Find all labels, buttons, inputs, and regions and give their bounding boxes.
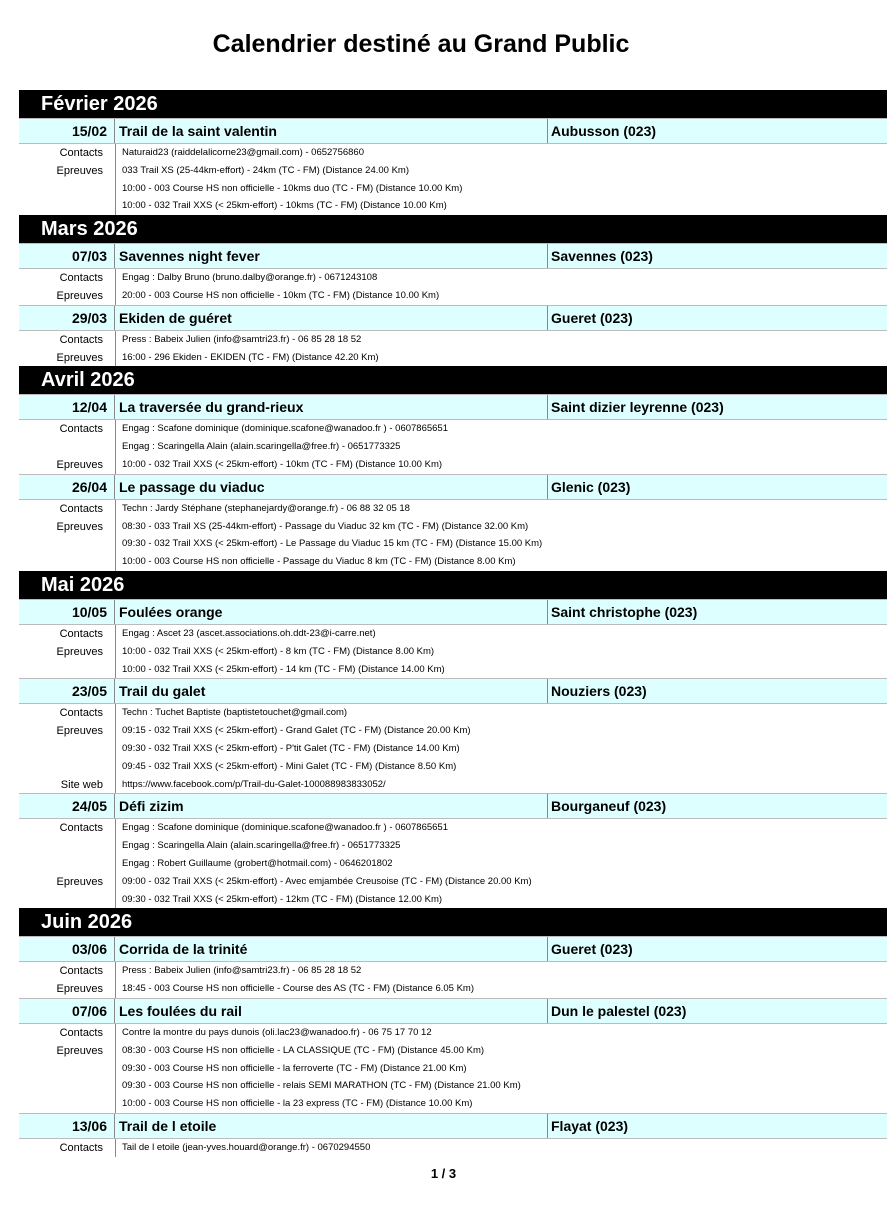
detail-value: 09:30 - 003 Course HS non officielle - la ferroverte (TC - FM) (Distance 21.00 Km) bbox=[115, 1060, 467, 1078]
detail-label: Contacts bbox=[59, 965, 103, 978]
detail-value: Contre la montre du pays dunois (oli.lac23@wanadoo.fr) - 06 75 17 70 12 bbox=[115, 1024, 432, 1042]
detail-value: 09:15 - 032 Trail XXS (< 25km-effort) - Grand Galet (TC - FM) (Distance 20.00 Km) bbox=[115, 722, 471, 740]
detail-value: 10:00 - 032 Trail XXS (< 25km-effort) - 8 km (TC - FM) (Distance 8.00 Km) bbox=[115, 643, 434, 661]
event-place: Saint dizier leyrenne (023) bbox=[551, 399, 724, 416]
month-header: Juin 2026 bbox=[19, 908, 887, 936]
detail-label: Site web bbox=[60, 778, 103, 791]
event-name: Défi zizim bbox=[115, 794, 548, 818]
event-row bbox=[19, 243, 887, 269]
detail-line bbox=[19, 197, 887, 215]
detail-value: 20:00 - 003 Course HS non officielle - 10km (TC - FM) (Distance 10.00 Km) bbox=[115, 287, 439, 305]
detail-line bbox=[19, 456, 887, 474]
detail-label: Contacts bbox=[59, 423, 103, 436]
detail-line bbox=[19, 500, 887, 518]
detail-label: Epreuves bbox=[56, 351, 103, 364]
detail-label bbox=[19, 197, 103, 215]
detail-label: Epreuves bbox=[56, 458, 103, 471]
page-number: 1 / 3 bbox=[430, 1166, 457, 1181]
detail-line bbox=[19, 625, 887, 643]
event-row bbox=[19, 678, 887, 704]
detail-line bbox=[19, 553, 887, 571]
detail-value: Press : Babeix Julien (info@samtri23.fr) - 06 85 28 18 52 bbox=[115, 962, 361, 980]
detail-label bbox=[19, 180, 103, 198]
detail-line bbox=[19, 180, 887, 198]
page-title: Calendrier destiné au Grand Public bbox=[212, 30, 630, 58]
detail-label: Epreuves bbox=[56, 1044, 103, 1057]
detail-line bbox=[19, 837, 887, 855]
detail-line bbox=[19, 704, 887, 722]
detail-line bbox=[19, 420, 887, 438]
detail-line bbox=[19, 855, 887, 873]
detail-value: Engag : Scafone dominique (dominique.scafone@wanadoo.fr ) - 0607865651 bbox=[115, 420, 448, 438]
detail-line bbox=[19, 1139, 887, 1157]
detail-label: Contacts bbox=[59, 822, 103, 835]
event-row bbox=[19, 599, 887, 625]
detail-label: Contacts bbox=[59, 707, 103, 720]
detail-value: Naturaid23 (raiddelalicorne23@gmail.com) - 0652756860 bbox=[115, 144, 364, 162]
detail-value: 10:00 - 003 Course HS non officielle - 10kms duo (TC - FM) (Distance 10.00 Km) bbox=[115, 180, 462, 198]
event-row bbox=[19, 474, 887, 500]
detail-label bbox=[19, 553, 103, 571]
event-place: Aubusson (023) bbox=[551, 123, 657, 139]
detail-value: 09:30 - 003 Course HS non officielle - relais SEMI MARATHON (TC - FM) (Distance 21.00 Km) bbox=[115, 1077, 521, 1095]
detail-value: 09:30 - 032 Trail XXS (< 25km-effort) - 12km (TC - FM) (Distance 12.00 Km) bbox=[115, 891, 442, 909]
detail-label: Epreuves bbox=[56, 725, 103, 738]
month-section bbox=[19, 908, 887, 1156]
detail-value: 09:45 - 032 Trail XXS (< 25km-effort) - Mini Galet (TC - FM) (Distance 8.50 Km) bbox=[115, 758, 456, 776]
detail-label bbox=[19, 1060, 103, 1078]
event-place: Saint christophe (023) bbox=[551, 603, 698, 620]
detail-line bbox=[19, 722, 887, 740]
detail-label: Epreuves bbox=[56, 983, 103, 996]
detail-line bbox=[19, 331, 887, 349]
detail-line bbox=[19, 1077, 887, 1095]
detail-label: Contacts bbox=[59, 333, 103, 346]
event-date: 26/04 bbox=[19, 475, 115, 499]
detail-line bbox=[19, 873, 887, 891]
event-name: Corrida de la trinité bbox=[115, 937, 548, 961]
detail-line bbox=[19, 1060, 887, 1078]
month-header: Mai 2026 bbox=[19, 571, 887, 599]
detail-label: Contacts bbox=[59, 147, 103, 159]
event-place: Glenic (023) bbox=[551, 478, 631, 495]
month-section bbox=[19, 366, 887, 571]
event-date: 29/03 bbox=[19, 306, 115, 330]
detail-line bbox=[19, 758, 887, 776]
detail-label: Epreuves bbox=[56, 164, 103, 177]
detail-value: 18:45 - 003 Course HS non officielle - Course des AS (TC - FM) (Distance 6.05 Km) bbox=[115, 980, 474, 998]
detail-label: Contacts bbox=[59, 502, 103, 515]
event-place: Bourganeuf (023) bbox=[551, 798, 667, 815]
event-name: Savennes night fever bbox=[115, 244, 548, 268]
detail-line bbox=[19, 1024, 887, 1042]
event-date: 24/05 bbox=[19, 794, 115, 818]
detail-value: Engag : Ascet 23 (ascet.associations.oh.ddt-23@i-carre.net) bbox=[115, 625, 376, 643]
detail-label: Contacts bbox=[59, 1141, 103, 1154]
event-row bbox=[19, 305, 887, 331]
event-name: Trail de l etoile bbox=[115, 1114, 548, 1138]
month-header: Mars 2026 bbox=[19, 215, 887, 243]
detail-value: Engag : Scaringella Alain (alain.scaringella@free.fr) - 0651773325 bbox=[115, 837, 400, 855]
detail-line bbox=[19, 162, 887, 180]
month-header: Février 2026 bbox=[19, 90, 887, 118]
detail-label bbox=[19, 438, 103, 456]
detail-value: Engag : Robert Guillaume (grobert@hotmail.com) - 0646201802 bbox=[115, 855, 393, 873]
detail-label bbox=[19, 535, 103, 553]
event-place: Gueret (023) bbox=[551, 309, 633, 326]
event-row bbox=[19, 936, 887, 962]
event-date: 07/03 bbox=[19, 244, 115, 268]
month-section bbox=[19, 571, 887, 908]
event-name: La traversée du grand-rieux bbox=[115, 395, 548, 419]
detail-label: Contacts bbox=[59, 1026, 103, 1039]
detail-label: Epreuves bbox=[56, 875, 103, 888]
event-name: Foulées orange bbox=[115, 600, 548, 624]
detail-value: 10:00 - 032 Trail XXS (< 25km-effort) - 10kms (TC - FM) (Distance 10.00 Km) bbox=[115, 197, 447, 215]
detail-label: Epreuves bbox=[56, 289, 103, 302]
detail-label: Epreuves bbox=[56, 520, 103, 533]
event-date: 10/05 bbox=[19, 600, 115, 624]
event-place: Flayat (023) bbox=[551, 1117, 629, 1134]
detail-line bbox=[19, 1095, 887, 1113]
detail-value: Press : Babeix Julien (info@samtri23.fr) - 06 85 28 18 52 bbox=[115, 331, 361, 349]
detail-value: 08:30 - 003 Course HS non officielle - LA CLASSIQUE (TC - FM) (Distance 45.00 Km) bbox=[115, 1042, 484, 1060]
event-row bbox=[19, 998, 887, 1024]
detail-value: 08:30 - 033 Trail XS (25-44km-effort) - Passage du Viaduc 32 km (TC - FM) (Distance 32.00 Km) bbox=[115, 518, 528, 536]
detail-label: Contacts bbox=[59, 627, 103, 640]
detail-label: Epreuves bbox=[56, 645, 103, 658]
detail-value: 10:00 - 032 Trail XXS (< 25km-effort) - 14 km (TC - FM) (Distance 14.00 Km) bbox=[115, 661, 445, 679]
event-date: 03/06 bbox=[19, 937, 115, 961]
detail-line bbox=[19, 535, 887, 553]
month-header: Avril 2026 bbox=[19, 366, 887, 394]
detail-line bbox=[19, 776, 887, 794]
detail-line bbox=[19, 144, 887, 162]
event-date: 12/04 bbox=[19, 395, 115, 419]
detail-label bbox=[19, 661, 103, 679]
detail-line bbox=[19, 287, 887, 305]
detail-value: 16:00 - 296 Ekiden - EKIDEN (TC - FM) (Distance 42.20 Km) bbox=[115, 349, 379, 367]
event-date: 07/06 bbox=[19, 999, 115, 1023]
detail-value: Engag : Scaringella Alain (alain.scaringella@free.fr) - 0651773325 bbox=[115, 438, 400, 456]
event-name: Trail de la saint valentin bbox=[115, 119, 548, 143]
detail-line bbox=[19, 518, 887, 536]
detail-label bbox=[19, 1077, 103, 1095]
detail-label bbox=[19, 837, 103, 855]
event-name: Le passage du viaduc bbox=[115, 475, 548, 499]
detail-line bbox=[19, 980, 887, 998]
detail-value: 10:00 - 003 Course HS non officielle - la 23 express (TC - FM) (Distance 10.00 Km) bbox=[115, 1095, 472, 1113]
website-link[interactable]: https://www.facebook.com/p/Trail-du-Galet-100088983833052/ bbox=[115, 776, 386, 794]
event-name: Les foulées du rail bbox=[115, 999, 548, 1023]
month-section bbox=[19, 215, 887, 366]
detail-line bbox=[19, 962, 887, 980]
event-date: 23/05 bbox=[19, 679, 115, 703]
detail-label bbox=[19, 891, 103, 909]
detail-value: Engag : Scafone dominique (dominique.scafone@wanadoo.fr ) - 0607865651 bbox=[115, 819, 448, 837]
detail-value: 10:00 - 003 Course HS non officielle - Passage du Viaduc 8 km (TC - FM) (Distance 8.00 Km) bbox=[115, 553, 516, 571]
detail-value: Tail de l etoile (jean-yves.houard@orange.fr) - 0670294550 bbox=[115, 1139, 370, 1157]
month-section bbox=[19, 90, 887, 215]
event-place: Savennes (023) bbox=[551, 248, 653, 265]
event-row bbox=[19, 118, 887, 144]
event-row bbox=[19, 394, 887, 420]
detail-line bbox=[19, 643, 887, 661]
detail-label bbox=[19, 740, 103, 758]
detail-value: Engag : Dalby Bruno (bruno.dalby@orange.fr) - 0671243108 bbox=[115, 269, 377, 287]
detail-value: 09:30 - 032 Trail XXS (< 25km-effort) - Le Passage du Viaduc 15 km (TC - FM) (Distance 15.00 Km) bbox=[115, 535, 542, 553]
detail-line bbox=[19, 819, 887, 837]
detail-label: Contacts bbox=[59, 272, 103, 285]
event-name: Ekiden de guéret bbox=[115, 306, 548, 330]
detail-value: Techn : Jardy Stéphane (stephanejardy@orange.fr) - 06 88 32 05 18 bbox=[115, 500, 410, 518]
detail-line bbox=[19, 438, 887, 456]
detail-value: 033 Trail XS (25-44km-effort) - 24km (TC - FM) (Distance 24.00 Km) bbox=[115, 162, 409, 180]
detail-label bbox=[19, 855, 103, 873]
event-name: Trail du galet bbox=[115, 679, 548, 703]
detail-line bbox=[19, 269, 887, 287]
detail-line bbox=[19, 740, 887, 758]
event-row bbox=[19, 793, 887, 819]
event-row bbox=[19, 1113, 887, 1139]
calendar-list bbox=[19, 90, 887, 1157]
event-date: 15/02 bbox=[19, 119, 115, 143]
detail-label bbox=[19, 1095, 103, 1113]
detail-value: 10:00 - 032 Trail XXS (< 25km-effort) - 10km (TC - FM) (Distance 10.00 Km) bbox=[115, 456, 442, 474]
detail-value: 09:30 - 032 Trail XXS (< 25km-effort) - P'tit Galet (TC - FM) (Distance 14.00 Km) bbox=[115, 740, 460, 758]
detail-label bbox=[19, 758, 103, 776]
event-place: Gueret (023) bbox=[551, 941, 633, 958]
detail-value: Techn : Tuchet Baptiste (baptistetouchet@gmail.com) bbox=[115, 704, 347, 722]
event-place: Nouziers (023) bbox=[551, 683, 647, 700]
detail-line bbox=[19, 349, 887, 367]
detail-line bbox=[19, 661, 887, 679]
detail-value: 09:00 - 032 Trail XXS (< 25km-effort) - Avec emjambée Creusoise (TC - FM) (Distance 20.00 Km) bbox=[115, 873, 532, 891]
event-place: Dun le palestel (023) bbox=[551, 1002, 687, 1019]
detail-line bbox=[19, 1042, 887, 1060]
event-date: 13/06 bbox=[19, 1114, 115, 1138]
detail-line bbox=[19, 891, 887, 909]
